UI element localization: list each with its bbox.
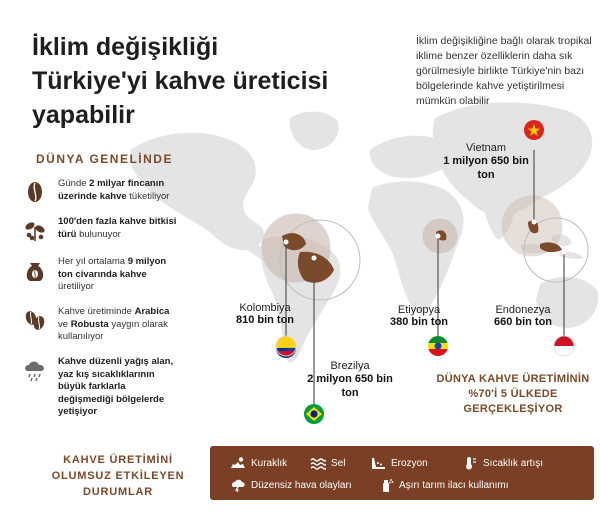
coffee-sack-icon [22,257,48,283]
coffee-plant-icon [22,217,48,243]
production-amount: 1 milyon 650 bin ton [443,155,529,181]
production-amount: 380 bin ton [389,316,449,328]
negative-item: Aşırı tarım ilacı kullanımı [378,478,508,492]
country-name: Vietnam [465,142,507,154]
vietnam-flag [524,120,544,140]
storm-cloud-icon [230,478,246,492]
fact-item: Günde 2 milyar fincanın üzerinde kahve tüketiliyor [22,178,182,205]
country-name: Brezilya [330,360,370,372]
producer-vietnam [440,142,532,182]
production-amount: 2 milyon 650 bin ton [307,373,393,399]
negative-item: Sıcaklık artışı [462,456,543,470]
colombia-flag [276,336,296,358]
fact-item: Kahve üretiminde Arabica ve Robusta yaygın olarak kullanılıyor [22,306,182,344]
erosion-icon [370,456,386,470]
fact-item: Kahve düzenli yağış alan, yaz kış sıcaklıklarının büyük farklarla değişmediği bölgelerde yetişiyor [22,356,182,419]
indonesia-flag [554,336,574,356]
negative-item: Sel [310,456,345,470]
producer-brazil [298,360,402,400]
intro-text: İklim değişikliğine bağlı olarak tropikal iklime benzer özelliklerin daha sık görülmesiyle birlikte Türkiye'nin bazı bölgelerinde kahve yetiştirilmesi mümkün olabilir [416,35,592,107]
country-name: Kolombiya [239,302,291,314]
negative-item: Kuraklık [230,456,287,470]
producer-indonesia [488,304,558,328]
flood-icon [310,456,326,470]
producer-colombia [224,302,306,326]
brazil-flag [304,404,324,424]
fact-item: 100'den fazla kahve bitkisi türü bulunuyor [22,216,182,243]
facts-heading: DÜNYA GENELİNDE [36,152,173,166]
producer-ethiopia [384,304,454,328]
production-summary: DÜNYA KAHVE ÜRETİMİNİN %70'İ 5 ÜLKEDE GERÇEKLEŞİYOR [436,373,590,415]
page-title [32,30,392,132]
coffee-bean-icon [22,179,48,205]
rain-cloud-icon [22,357,48,383]
ethiopia-flag [428,336,448,356]
negative-item: Erozyon [370,456,428,470]
country-name: Endonezya [495,304,551,316]
fact-item: Her yıl ortalama 9 milyon ton civarında kahve üretiliyor [22,256,182,294]
negatives-panel [210,446,594,500]
negatives-heading: KAHVE ÜRETİMİNİ OLUMSUZ ETKİLEYEN DURUMLAR [51,454,185,498]
country-name: Etiyopya [397,304,441,316]
title-line-1: İklim değişikliği [32,33,219,61]
two-beans-icon [22,307,48,333]
negative-item: Düzensiz hava olayları [230,478,352,492]
pesticide-icon [378,478,394,492]
drought-icon [230,456,246,470]
title-line-2: Türkiye'yi kahve üreticisi [32,67,329,95]
production-amount: 810 bin ton [235,314,295,326]
title-line-3: yapabilir [32,101,135,129]
thermometer-icon [462,456,478,470]
production-amount: 660 bin ton [493,316,553,328]
